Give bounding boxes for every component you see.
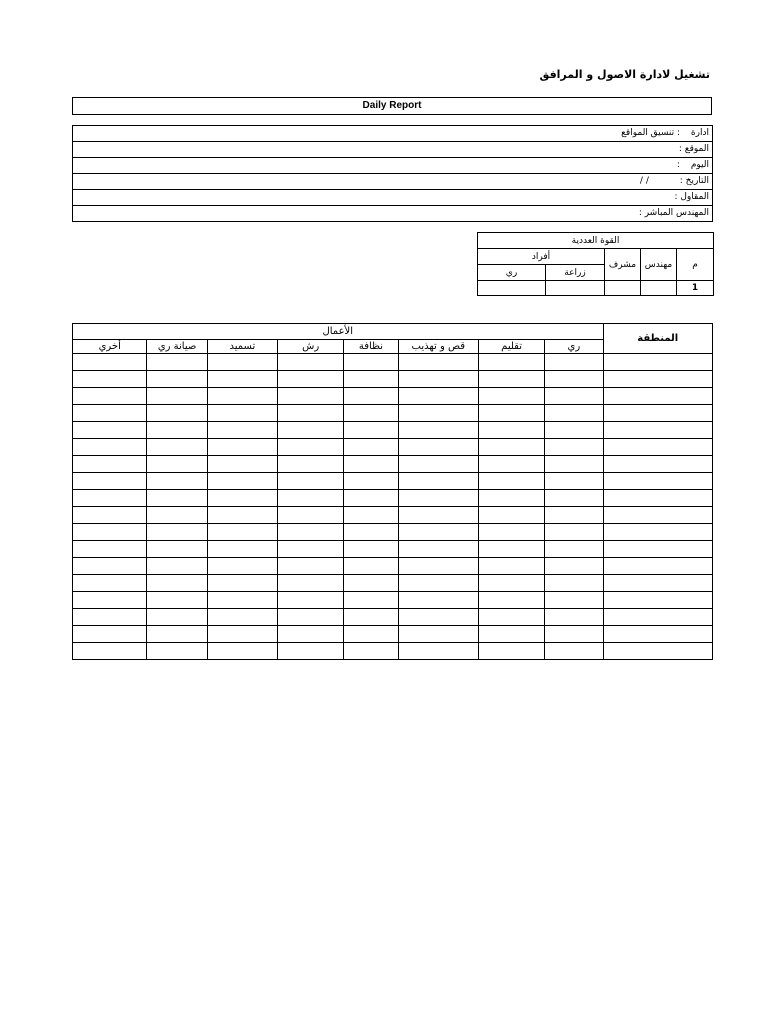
region-cell[interactable] (603, 473, 713, 490)
work-cell[interactable] (207, 405, 277, 422)
site-label[interactable]: الموقع : (73, 142, 713, 158)
work-cell[interactable] (73, 524, 147, 541)
work-cell[interactable] (73, 507, 147, 524)
info-row-site (73, 142, 713, 158)
work-cell[interactable] (278, 609, 344, 626)
report-info-table (72, 125, 713, 222)
works-row (73, 388, 713, 405)
work-cell[interactable] (344, 371, 398, 388)
staff-caption: القوة العددية (478, 233, 714, 249)
work-cell[interactable] (278, 558, 344, 575)
work-cell[interactable] (344, 643, 398, 660)
staff-count-table (477, 232, 714, 296)
works-col-irrigation-maintenance: صيانة ري (147, 340, 207, 354)
work-cell[interactable] (478, 473, 544, 490)
works-col-irrigation: ري (545, 340, 603, 354)
work-cell[interactable] (147, 626, 207, 643)
work-cell[interactable] (344, 575, 398, 592)
work-cell[interactable] (147, 609, 207, 626)
works-header: الأعمال (73, 324, 604, 340)
work-cell[interactable] (344, 439, 398, 456)
work-cell[interactable] (398, 507, 478, 524)
work-cell[interactable] (478, 575, 544, 592)
work-cell[interactable] (545, 626, 603, 643)
work-cell[interactable] (207, 473, 277, 490)
staff-col-irrigation: ري (478, 265, 546, 281)
work-cell[interactable] (398, 524, 478, 541)
work-cell[interactable] (278, 524, 344, 541)
work-cell[interactable] (398, 405, 478, 422)
work-cell[interactable] (278, 371, 344, 388)
day-label: اليوم (690, 160, 709, 170)
work-cell[interactable] (147, 558, 207, 575)
work-cell[interactable] (398, 626, 478, 643)
work-cell[interactable] (278, 575, 344, 592)
region-cell[interactable] (603, 626, 713, 643)
work-cell[interactable] (207, 456, 277, 473)
work-cell[interactable] (545, 643, 603, 660)
region-cell[interactable] (603, 456, 713, 473)
work-cell[interactable] (73, 558, 147, 575)
work-cell[interactable] (344, 592, 398, 609)
work-cell[interactable] (478, 456, 544, 473)
work-cell[interactable] (398, 609, 478, 626)
work-cell[interactable] (545, 388, 603, 405)
work-cell[interactable] (545, 456, 603, 473)
region-cell[interactable] (603, 405, 713, 422)
work-cell[interactable] (545, 558, 603, 575)
work-cell[interactable] (545, 592, 603, 609)
works-row (73, 439, 713, 456)
region-cell[interactable] (603, 388, 713, 405)
staff-row (478, 281, 714, 296)
work-cell[interactable] (73, 609, 147, 626)
work-cell[interactable] (545, 422, 603, 439)
work-cell[interactable] (478, 422, 544, 439)
works-row (73, 541, 713, 558)
work-cell[interactable] (478, 371, 544, 388)
report-title: Daily Report (72, 97, 712, 115)
work-cell[interactable] (207, 439, 277, 456)
work-cell[interactable] (344, 354, 398, 371)
work-cell[interactable] (398, 558, 478, 575)
works-row (73, 524, 713, 541)
work-cell[interactable] (207, 541, 277, 558)
work-cell[interactable] (398, 456, 478, 473)
work-cell[interactable] (73, 592, 147, 609)
works-col-fertilizing: تسميد (207, 340, 277, 354)
work-cell[interactable] (207, 507, 277, 524)
work-cell[interactable] (207, 388, 277, 405)
work-cell[interactable] (73, 388, 147, 405)
works-row (73, 592, 713, 609)
staff-col-agriculture: زراعة (546, 265, 605, 281)
works-row (73, 626, 713, 643)
work-cell[interactable] (344, 626, 398, 643)
work-cell[interactable] (545, 439, 603, 456)
organization-title: تشغيل لادارة الاصول و المرافق (539, 68, 710, 81)
works-row (73, 490, 713, 507)
works-col-pruning: تقليم (478, 340, 544, 354)
work-cell[interactable] (478, 524, 544, 541)
work-cell[interactable] (398, 490, 478, 507)
region-cell[interactable] (603, 541, 713, 558)
work-cell[interactable] (344, 405, 398, 422)
work-cell[interactable] (344, 456, 398, 473)
work-cell[interactable] (278, 643, 344, 660)
work-cell[interactable] (207, 524, 277, 541)
region-cell[interactable] (603, 422, 713, 439)
work-cell[interactable] (73, 422, 147, 439)
work-cell[interactable] (73, 354, 147, 371)
work-cell[interactable] (73, 456, 147, 473)
works-row (73, 456, 713, 473)
work-cell[interactable] (478, 592, 544, 609)
work-cell[interactable] (147, 643, 207, 660)
work-cell[interactable] (147, 405, 207, 422)
works-row (73, 371, 713, 388)
work-cell[interactable] (545, 507, 603, 524)
work-cell[interactable] (344, 490, 398, 507)
staff-col-supervisor: مشرف (605, 249, 641, 281)
work-cell[interactable] (147, 456, 207, 473)
work-cell[interactable] (398, 371, 478, 388)
region-cell[interactable] (603, 609, 713, 626)
work-cell[interactable] (147, 524, 207, 541)
work-cell[interactable] (478, 405, 544, 422)
work-cell[interactable] (147, 541, 207, 558)
work-cell[interactable] (73, 439, 147, 456)
work-cell[interactable] (398, 592, 478, 609)
work-cell[interactable] (545, 575, 603, 592)
work-cell[interactable] (207, 558, 277, 575)
region-cell[interactable] (603, 558, 713, 575)
work-cell[interactable] (545, 371, 603, 388)
work-cell[interactable] (344, 558, 398, 575)
work-cell[interactable] (398, 388, 478, 405)
work-cell[interactable] (73, 575, 147, 592)
work-cell[interactable] (545, 354, 603, 371)
staff-cell[interactable] (605, 281, 641, 296)
work-cell[interactable] (73, 541, 147, 558)
region-cell[interactable] (603, 490, 713, 507)
work-cell[interactable] (207, 422, 277, 439)
engineer-label[interactable]: المهندس المباشر : (73, 206, 713, 222)
region-cell[interactable] (603, 524, 713, 541)
work-cell[interactable] (147, 592, 207, 609)
contractor-label[interactable]: المقاول : (73, 190, 713, 206)
staff-row-no: 1 (677, 281, 714, 296)
day-colon: : (676, 160, 680, 170)
work-cell[interactable] (147, 422, 207, 439)
work-cell[interactable] (344, 473, 398, 490)
work-cell[interactable] (278, 422, 344, 439)
work-cell[interactable] (73, 626, 147, 643)
work-cell[interactable] (545, 490, 603, 507)
work-cell[interactable] (398, 439, 478, 456)
work-cell[interactable] (398, 473, 478, 490)
management-value: : تنسيق المواقع (621, 128, 681, 138)
region-cell[interactable] (603, 575, 713, 592)
work-cell[interactable] (147, 371, 207, 388)
region-cell[interactable] (603, 592, 713, 609)
work-cell[interactable] (545, 524, 603, 541)
staff-cell[interactable] (641, 281, 677, 296)
info-row-contractor (73, 190, 713, 206)
work-cell[interactable] (478, 643, 544, 660)
works-col-trimming: قص و تهذيب (398, 340, 478, 354)
work-cell[interactable] (207, 592, 277, 609)
region-cell[interactable] (603, 354, 713, 371)
works-row (73, 643, 713, 660)
region-header: المنطقة (603, 324, 713, 354)
work-cell[interactable] (207, 643, 277, 660)
info-row-date (73, 174, 713, 190)
work-cell[interactable] (207, 575, 277, 592)
work-cell[interactable] (278, 473, 344, 490)
work-cell[interactable] (147, 388, 207, 405)
works-row (73, 507, 713, 524)
work-cell[interactable] (73, 490, 147, 507)
work-cell[interactable] (278, 439, 344, 456)
work-cell[interactable] (344, 388, 398, 405)
info-row-management (73, 126, 713, 142)
works-row (73, 473, 713, 490)
work-cell[interactable] (545, 473, 603, 490)
work-cell[interactable] (344, 507, 398, 524)
work-cell[interactable] (478, 490, 544, 507)
work-cell[interactable] (207, 609, 277, 626)
work-cell[interactable] (207, 626, 277, 643)
works-table (72, 323, 713, 660)
works-row (73, 575, 713, 592)
staff-col-engineer: مهندس (641, 249, 677, 281)
work-cell[interactable] (398, 422, 478, 439)
works-row (73, 609, 713, 626)
work-cell[interactable] (278, 626, 344, 643)
work-cell[interactable] (478, 626, 544, 643)
work-cell[interactable] (278, 388, 344, 405)
work-cell[interactable] (278, 541, 344, 558)
work-cell[interactable] (147, 439, 207, 456)
work-cell[interactable] (207, 371, 277, 388)
work-cell[interactable] (147, 473, 207, 490)
work-cell[interactable] (147, 507, 207, 524)
region-cell[interactable] (603, 507, 713, 524)
work-cell[interactable] (398, 643, 478, 660)
work-cell[interactable] (278, 354, 344, 371)
work-cell[interactable] (478, 609, 544, 626)
work-cell[interactable] (344, 541, 398, 558)
work-cell[interactable] (344, 524, 398, 541)
staff-cell[interactable] (478, 281, 546, 296)
works-col-spraying: رش (278, 340, 344, 354)
work-cell[interactable] (73, 371, 147, 388)
works-row (73, 405, 713, 422)
staff-cell[interactable] (546, 281, 605, 296)
work-cell[interactable] (478, 558, 544, 575)
work-cell[interactable] (278, 405, 344, 422)
works-col-cleaning: نظافة (344, 340, 398, 354)
region-cell[interactable] (603, 371, 713, 388)
info-row-day (73, 158, 713, 174)
work-cell[interactable] (545, 609, 603, 626)
work-cell[interactable] (73, 405, 147, 422)
staff-col-individuals: أفراد (478, 249, 605, 265)
work-cell[interactable] (207, 490, 277, 507)
work-cell[interactable] (344, 422, 398, 439)
work-cell[interactable] (478, 354, 544, 371)
work-cell[interactable] (478, 388, 544, 405)
work-cell[interactable] (278, 490, 344, 507)
work-cell[interactable] (545, 405, 603, 422)
work-cell[interactable] (73, 643, 147, 660)
work-cell[interactable] (398, 541, 478, 558)
work-cell[interactable] (545, 541, 603, 558)
works-col-other: أخري (73, 340, 147, 354)
work-cell[interactable] (398, 575, 478, 592)
region-cell[interactable] (603, 643, 713, 660)
work-cell[interactable] (278, 592, 344, 609)
works-row (73, 558, 713, 575)
staff-col-no: م (677, 249, 714, 281)
work-cell[interactable] (147, 354, 207, 371)
works-row (73, 422, 713, 439)
work-cell[interactable] (147, 575, 207, 592)
work-cell[interactable] (478, 507, 544, 524)
work-cell[interactable] (278, 456, 344, 473)
work-cell[interactable] (398, 354, 478, 371)
work-cell[interactable] (478, 541, 544, 558)
work-cell[interactable] (207, 354, 277, 371)
region-cell[interactable] (603, 439, 713, 456)
works-row (73, 354, 713, 371)
date-slashes: / / (639, 176, 649, 186)
work-cell[interactable] (478, 439, 544, 456)
work-cell[interactable] (278, 507, 344, 524)
work-cell[interactable] (344, 609, 398, 626)
work-cell[interactable] (147, 490, 207, 507)
date-label: التاريخ : (679, 176, 709, 186)
info-row-engineer (73, 206, 713, 222)
management-label: ادارة (690, 128, 709, 138)
work-cell[interactable] (73, 473, 147, 490)
